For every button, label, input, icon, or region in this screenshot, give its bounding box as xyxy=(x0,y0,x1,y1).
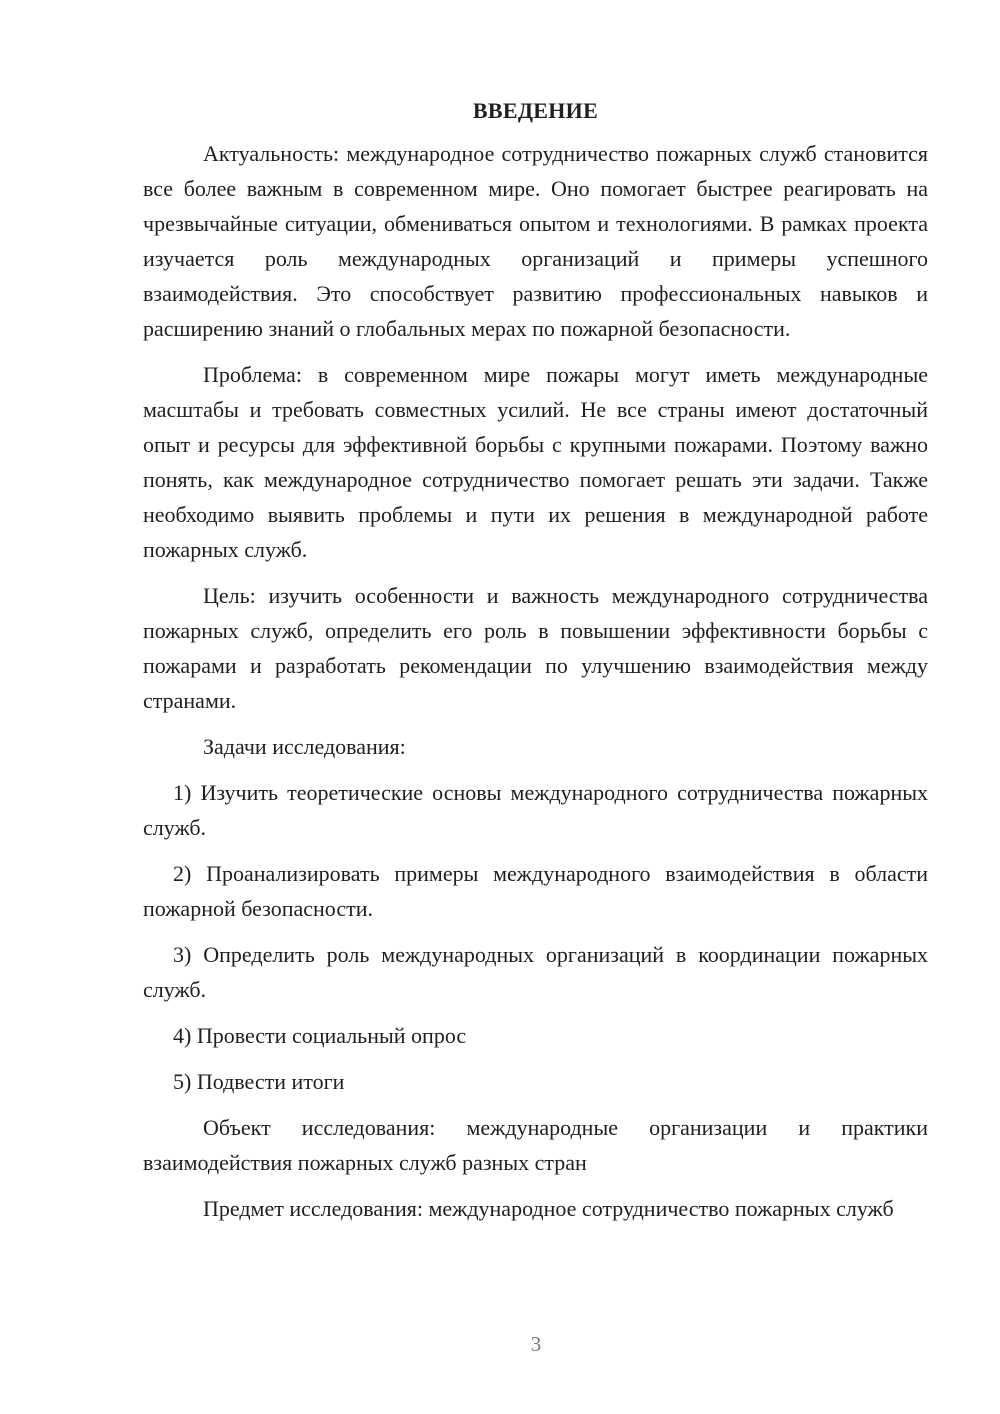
relevance-paragraph: Актуальность: международное сотрудничество пожарных служб становится все более важным в современном мире. Оно помогает быстрее реагировать на чрезвычайные ситуации, обмениваться опытом и технологиями. В рамках проекта изучается роль международных организаций и примеры успешного взаимодействия. Это способствует развитию профессиональных навыков и расширению знаний о глобальных мерах по пожарной безопасности. xyxy=(143,141,928,341)
task-item-5: 5) Подвести итоги xyxy=(173,1069,345,1094)
task-item-3: 3) Определить роль международных организаций в координации пожарных служб. xyxy=(143,942,928,1002)
tasks-list xyxy=(143,775,928,1099)
goal-paragraph: Цель: изучить особенности и важность международного сотрудничества пожарных служб, определить его роль в повышении эффективности борьбы с пожарами и разработать рекомендации по улучшению взаимодействия между странами. xyxy=(143,583,928,713)
task-item-1: 1) Изучить теоретические основы международного сотрудничества пожарных служб. xyxy=(143,780,928,840)
section-heading: ВВЕДЕНИЕ xyxy=(472,98,599,123)
task-item-4: 4) Провести социальный опрос xyxy=(173,1023,467,1048)
document-page xyxy=(143,96,928,1237)
problem-paragraph: Проблема: в современном мире пожары могут иметь международные масштабы и требовать совместных усилий. Не все страны имеют достаточный опыт и ресурсы для эффективной борьбы с крупными пожарами. Поэтому важно понять, как международное сотрудничество помогает решать эти задачи. Также необходимо выявить проблемы и пути их решения в международной работе пожарных служб. xyxy=(143,362,928,562)
object-paragraph: Объект исследования: международные организации и практики взаимодействия пожарных служб разных стран xyxy=(143,1115,928,1175)
page-number: 3 xyxy=(530,1332,542,1356)
tasks-title: Задачи исследования: xyxy=(203,734,406,759)
task-item-2: 2) Проанализировать примеры международного взаимодействия в области пожарной безопасности. xyxy=(143,861,928,921)
subject-paragraph: Предмет исследования: международное сотрудничество пожарных служб xyxy=(203,1196,894,1221)
